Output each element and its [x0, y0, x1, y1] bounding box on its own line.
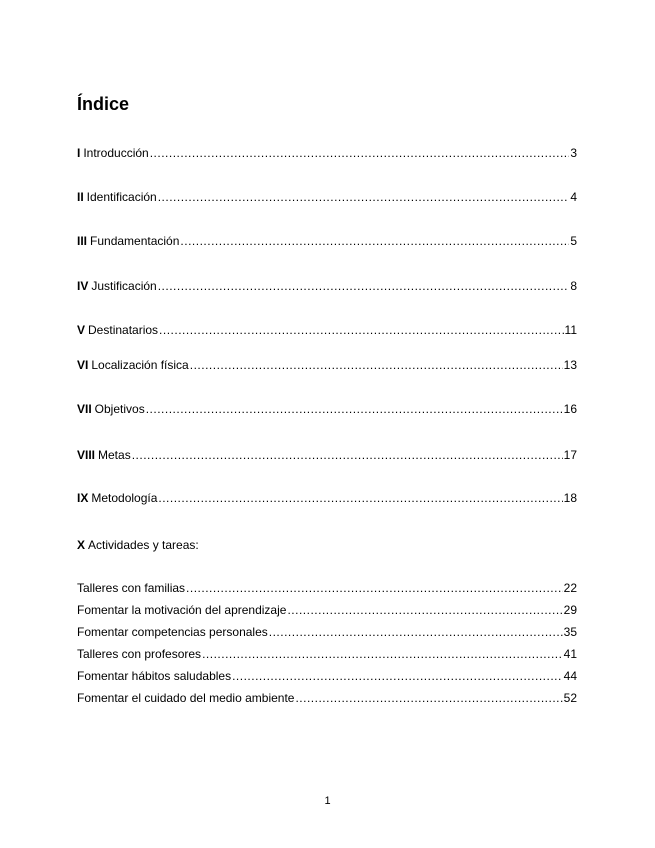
toc-leader-dots	[186, 580, 563, 596]
toc-leader-dots	[158, 278, 570, 294]
toc-leader-dots	[190, 357, 563, 373]
toc-entry-number: I	[77, 146, 81, 160]
toc-leader-dots	[295, 690, 562, 706]
toc-entry-page: 3	[570, 146, 577, 160]
toc-subentry-label: Fomentar la motivación del aprendizaje	[77, 603, 287, 617]
toc-subentry-page: 41	[563, 647, 577, 661]
toc-entry-number: V	[77, 323, 86, 337]
toc-entry-number: IX	[77, 491, 89, 505]
toc-entry-label: Localización física	[91, 358, 189, 372]
toc-entry-number: VII	[77, 402, 92, 416]
toc-entry-number: IV	[77, 279, 89, 293]
toc-subentry-talleres-profesores	[77, 646, 577, 662]
toc-entry-page: 4	[570, 190, 577, 204]
toc-entry-page: 13	[563, 358, 577, 372]
toc-leader-dots	[146, 401, 563, 417]
toc-entry-page: 5	[570, 234, 577, 248]
page-title: Índice	[77, 94, 130, 114]
toc-subentry-page: 52	[563, 691, 577, 705]
page-number: 1	[324, 795, 331, 807]
toc-subentry-medio-ambiente	[77, 690, 577, 706]
toc-subentry-label: Talleres con profesores	[77, 647, 202, 661]
toc-entry-number: II	[77, 190, 84, 204]
toc-entry-label: Destinatarios	[88, 323, 159, 337]
toc-entry-label: Fundamentación	[90, 234, 180, 248]
toc-subentry-label: Fomentar el cuidado del medio ambiente	[77, 691, 295, 705]
toc-subentry-page: 29	[563, 603, 577, 617]
toc-leader-dots	[287, 602, 562, 618]
toc-entry-page: 18	[563, 491, 577, 505]
toc-entry-page: 17	[563, 448, 577, 462]
toc-leader-dots	[150, 145, 570, 161]
toc-entry-number: VIII	[77, 448, 96, 462]
toc-subentry-page: 22	[563, 581, 577, 595]
toc-subentry-motivacion	[77, 602, 577, 618]
toc-entry-number: III	[77, 234, 88, 248]
toc-entry-identificacion	[77, 189, 577, 205]
toc-entry-introduccion	[77, 145, 577, 161]
toc-section-actividades	[77, 537, 199, 553]
toc-leader-dots	[158, 490, 562, 506]
toc-entry-objetivos	[77, 401, 577, 417]
toc-leader-dots	[158, 189, 570, 205]
toc-subentry-page: 44	[563, 669, 577, 683]
toc-subentry-label: Talleres con familias	[77, 581, 186, 595]
toc-leader-dots	[159, 322, 563, 338]
toc-entry-metodologia	[77, 490, 577, 506]
toc-entry-number: X	[77, 538, 86, 552]
toc-entry-label: Metas	[98, 448, 131, 462]
toc-leader-dots	[132, 447, 563, 463]
toc-entry-label: Objetivos	[94, 402, 145, 416]
toc-subentry-habitos	[77, 668, 577, 684]
toc-subentry-label: Fomentar competencias personales	[77, 625, 268, 639]
toc-leader-dots	[202, 646, 563, 662]
toc-entry-justificacion	[77, 278, 577, 294]
toc-subentry-page: 35	[563, 625, 577, 639]
toc-entry-page: 8	[570, 279, 577, 293]
toc-subentry-competencias	[77, 624, 577, 640]
toc-entry-fundamentacion	[77, 233, 577, 249]
toc-entry-page: 16	[563, 402, 577, 416]
toc-entry-localizacion	[77, 357, 577, 373]
toc-entry-page: 11	[564, 323, 577, 337]
toc-section-label: Actividades y tareas:	[88, 538, 199, 552]
toc-entry-number: VI	[77, 358, 89, 372]
toc-entry-destinatarios	[77, 322, 577, 338]
toc-entry-metas	[77, 447, 577, 463]
toc-leader-dots	[180, 233, 569, 249]
toc-leader-dots	[269, 624, 563, 640]
toc-entry-label: Identificación	[86, 190, 157, 204]
toc-entry-label: Introducción	[83, 146, 149, 160]
toc-entry-label: Justificación	[91, 279, 157, 293]
toc-entry-label: Metodología	[91, 491, 158, 505]
toc-subentry-talleres-familias	[77, 580, 577, 596]
toc-subentry-label: Fomentar hábitos saludables	[77, 669, 232, 683]
toc-leader-dots	[232, 668, 563, 684]
